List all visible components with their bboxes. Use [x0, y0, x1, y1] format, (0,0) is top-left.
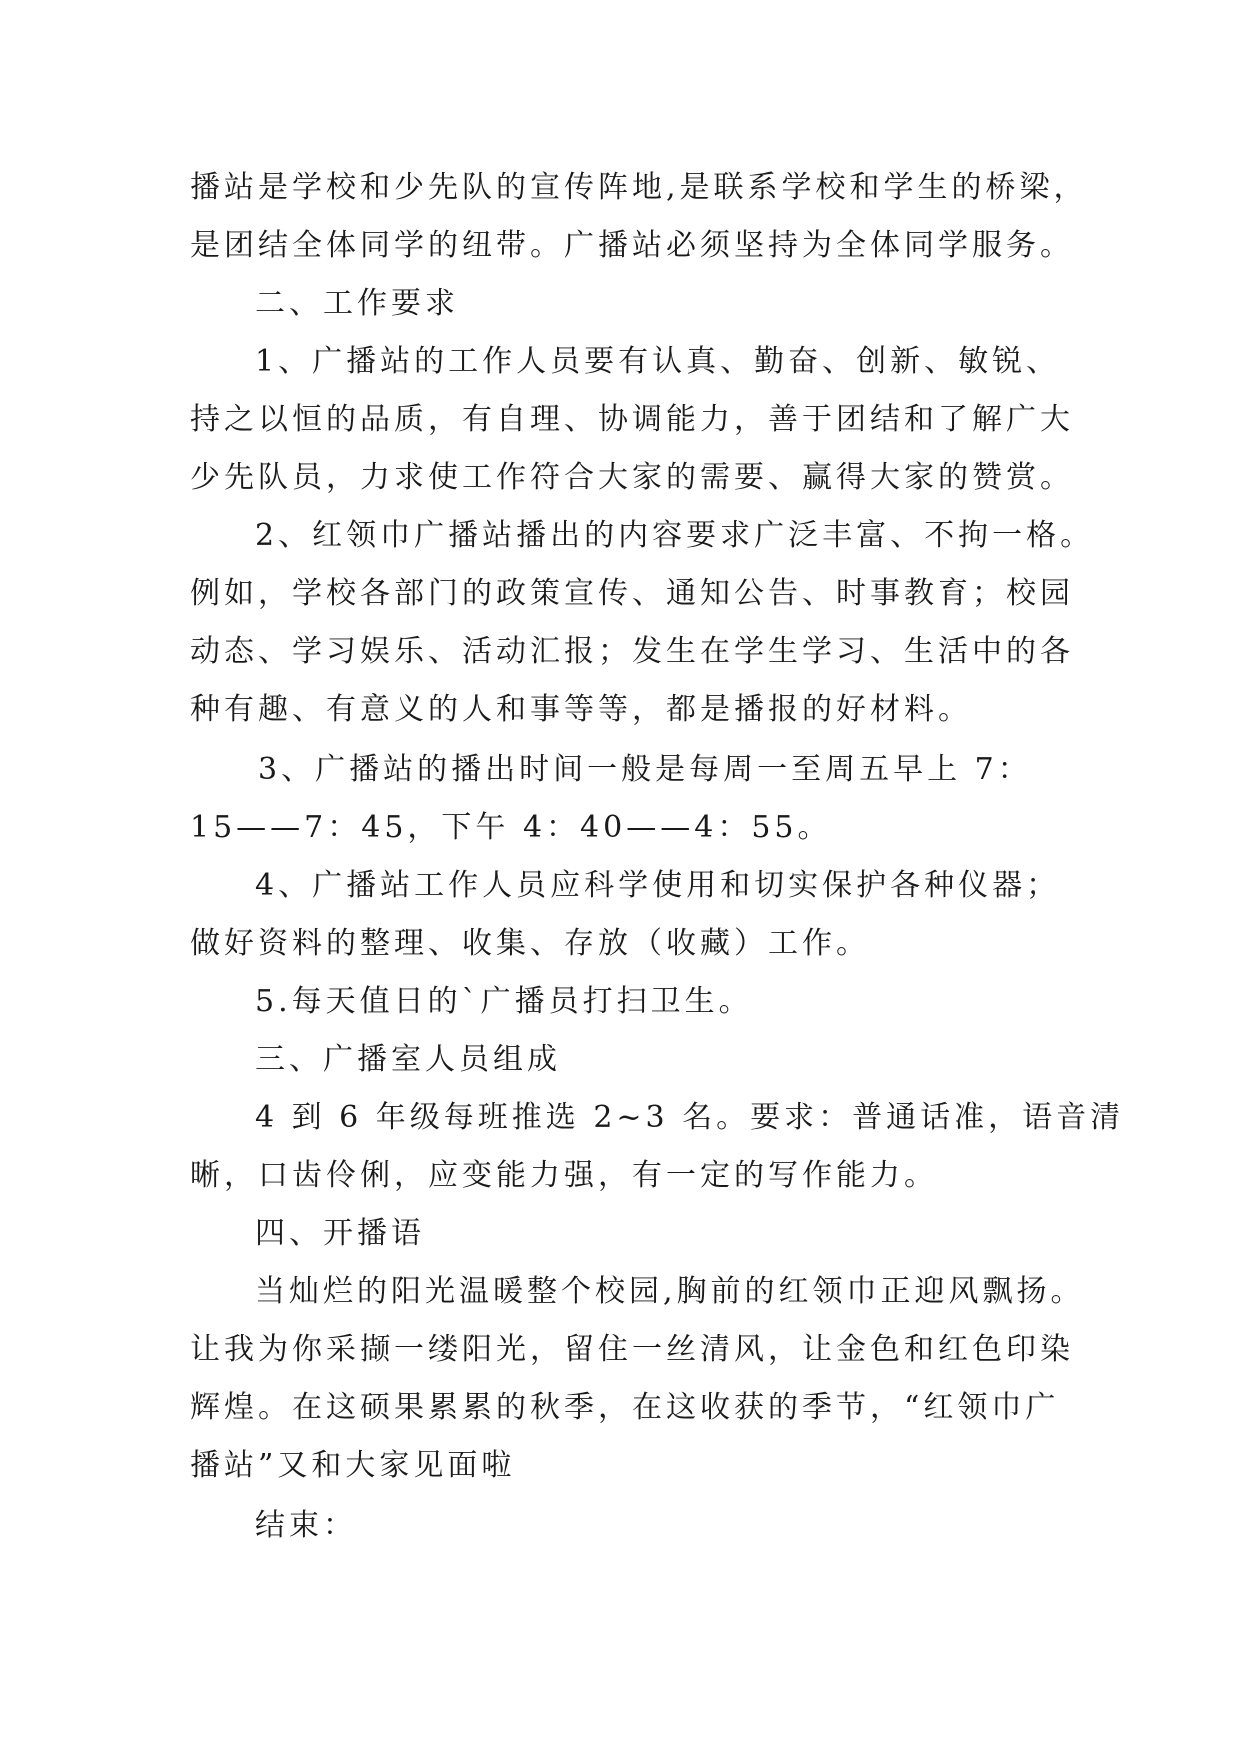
text-line: 晰，口齿伶俐，应变能力强，有一定的写作能力。 [190, 1158, 938, 1193]
text-line: 当灿烂的阳光温暖整个校园,胸前的红领巾正迎风飘扬。 [255, 1274, 1085, 1309]
section-heading: 四、开播语 [255, 1216, 425, 1251]
text-line: 例如，学校各部门的政策宣传、通知公告、时事教育；校园 [190, 576, 1074, 611]
text-line: 4 到 6 年级每班推选 2~3 名。要求：普通话准，语音清 [255, 1100, 1125, 1135]
text-line: 5.每天值日的`广播员打扫卫生。 [255, 984, 753, 1019]
text-line: 2、红领巾广播站播出的内容要求广泛丰富、不拘一格。 [255, 518, 1095, 553]
section-heading: 二、工作要求 [255, 286, 459, 321]
text-line: 1、广播站的工作人员要有认真、勤奋、创新、敏锐、 [255, 344, 1061, 379]
text-line: 辉煌。在这硕果累累的秋季，在这收获的季节，“红领巾广 [190, 1390, 1060, 1425]
text-line: 持之以恒的品质，有自理、协调能力，善于团结和了解广大 [190, 402, 1074, 437]
text-line: 结束： [255, 1508, 357, 1543]
text-line: 是团结全体同学的纽带。广播站必须坚持为全体同学服务。 [190, 228, 1074, 263]
text-line: 少先队员，力求使工作符合大家的需要、赢得大家的赞赏。 [190, 460, 1074, 495]
text-line: 播站”又和大家见面啦 [190, 1448, 516, 1483]
text-line: 15——7：45，下午 4：40——4：55。 [190, 810, 832, 845]
text-line: 种有趣、有意义的人和事等等，都是播报的好材料。 [190, 692, 972, 727]
text-line: 播站是学校和少先队的宣传阵地,是联系学校和学生的桥梁， [190, 170, 1088, 205]
text-line: 3、广播站的播出时间一般是每周一至周五早上 7： [258, 752, 1032, 787]
text-line: 动态、学习娱乐、活动汇报；发生在学生学习、生活中的各 [190, 634, 1074, 669]
text-line: 让我为你采撷一缕阳光，留住一丝清风，让金色和红色印染 [190, 1332, 1074, 1367]
text-line: 做好资料的整理、收集、存放（收藏）工作。 [190, 926, 870, 961]
section-heading: 三、广播室人员组成 [255, 1042, 561, 1077]
text-line: 4、广播站工作人员应科学使用和切实保护各种仪器； [255, 868, 1061, 903]
